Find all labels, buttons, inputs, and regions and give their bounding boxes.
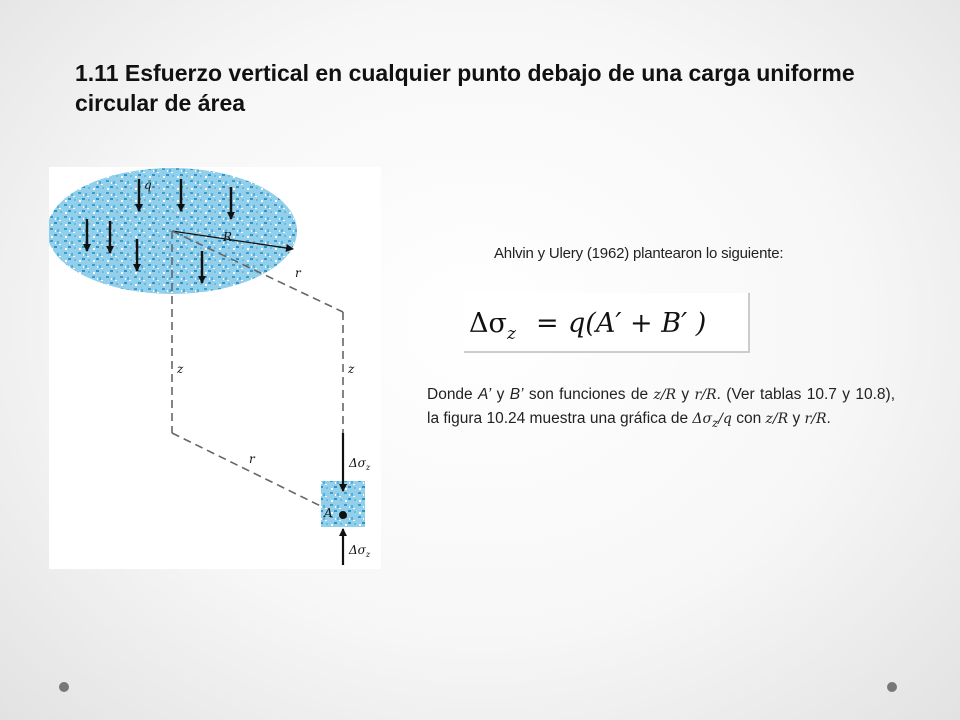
point-a-marker	[339, 511, 347, 519]
circular-load-figure	[49, 167, 381, 569]
ratio-r-r-2: r/R	[804, 411, 827, 427]
equation-image	[464, 293, 750, 353]
label-q: q	[144, 178, 152, 192]
ratio-stress-q: $\Delta\sigma_z/q$	[692, 411, 732, 430]
label-z-right: z	[348, 362, 355, 376]
label-r-bottom: r	[249, 452, 255, 466]
bullet-dot-left	[59, 682, 69, 692]
label-delta-sigma-top: $\Delta\sigma_z$	[349, 456, 371, 472]
ratio-r-r: r/R.	[694, 387, 721, 403]
label-R: R	[223, 230, 233, 244]
ratio-z-r-2: z/R	[765, 411, 789, 427]
intro-text: Ahlvin y Ulery (1962) plantearon lo siguiente:	[494, 245, 784, 262]
var-b-prime: B’	[509, 386, 524, 403]
bullet-dot-right	[887, 682, 897, 692]
figure-svg	[49, 167, 381, 569]
slide-title: 1.11 Esfuerzo vertical en cualquier punto debajo de una carga uniforme circular de área	[75, 60, 855, 116]
label-r-top: r	[295, 266, 301, 280]
equation-equals: =	[536, 308, 559, 339]
label-delta-sigma-bottom: $\Delta\sigma_z$	[349, 543, 371, 559]
label-point-a: A	[324, 506, 333, 520]
equation-lhs: $\Delta\sigma_z$	[469, 308, 516, 344]
label-z-left: z	[177, 362, 184, 376]
var-a-prime: A’	[478, 386, 492, 403]
ratio-z-r: z/R	[653, 387, 677, 403]
equation-rhs: q(A′ + B′ )	[568, 308, 707, 339]
body-paragraph: Donde A’ y B’ son funciones de z/R y r/R. (Ver tablas 10.7 y 10.8), la figura 10.24 muestra una gráfica de $\Delta\sigma_z/q$ con z/R y r/R.	[427, 386, 895, 430]
